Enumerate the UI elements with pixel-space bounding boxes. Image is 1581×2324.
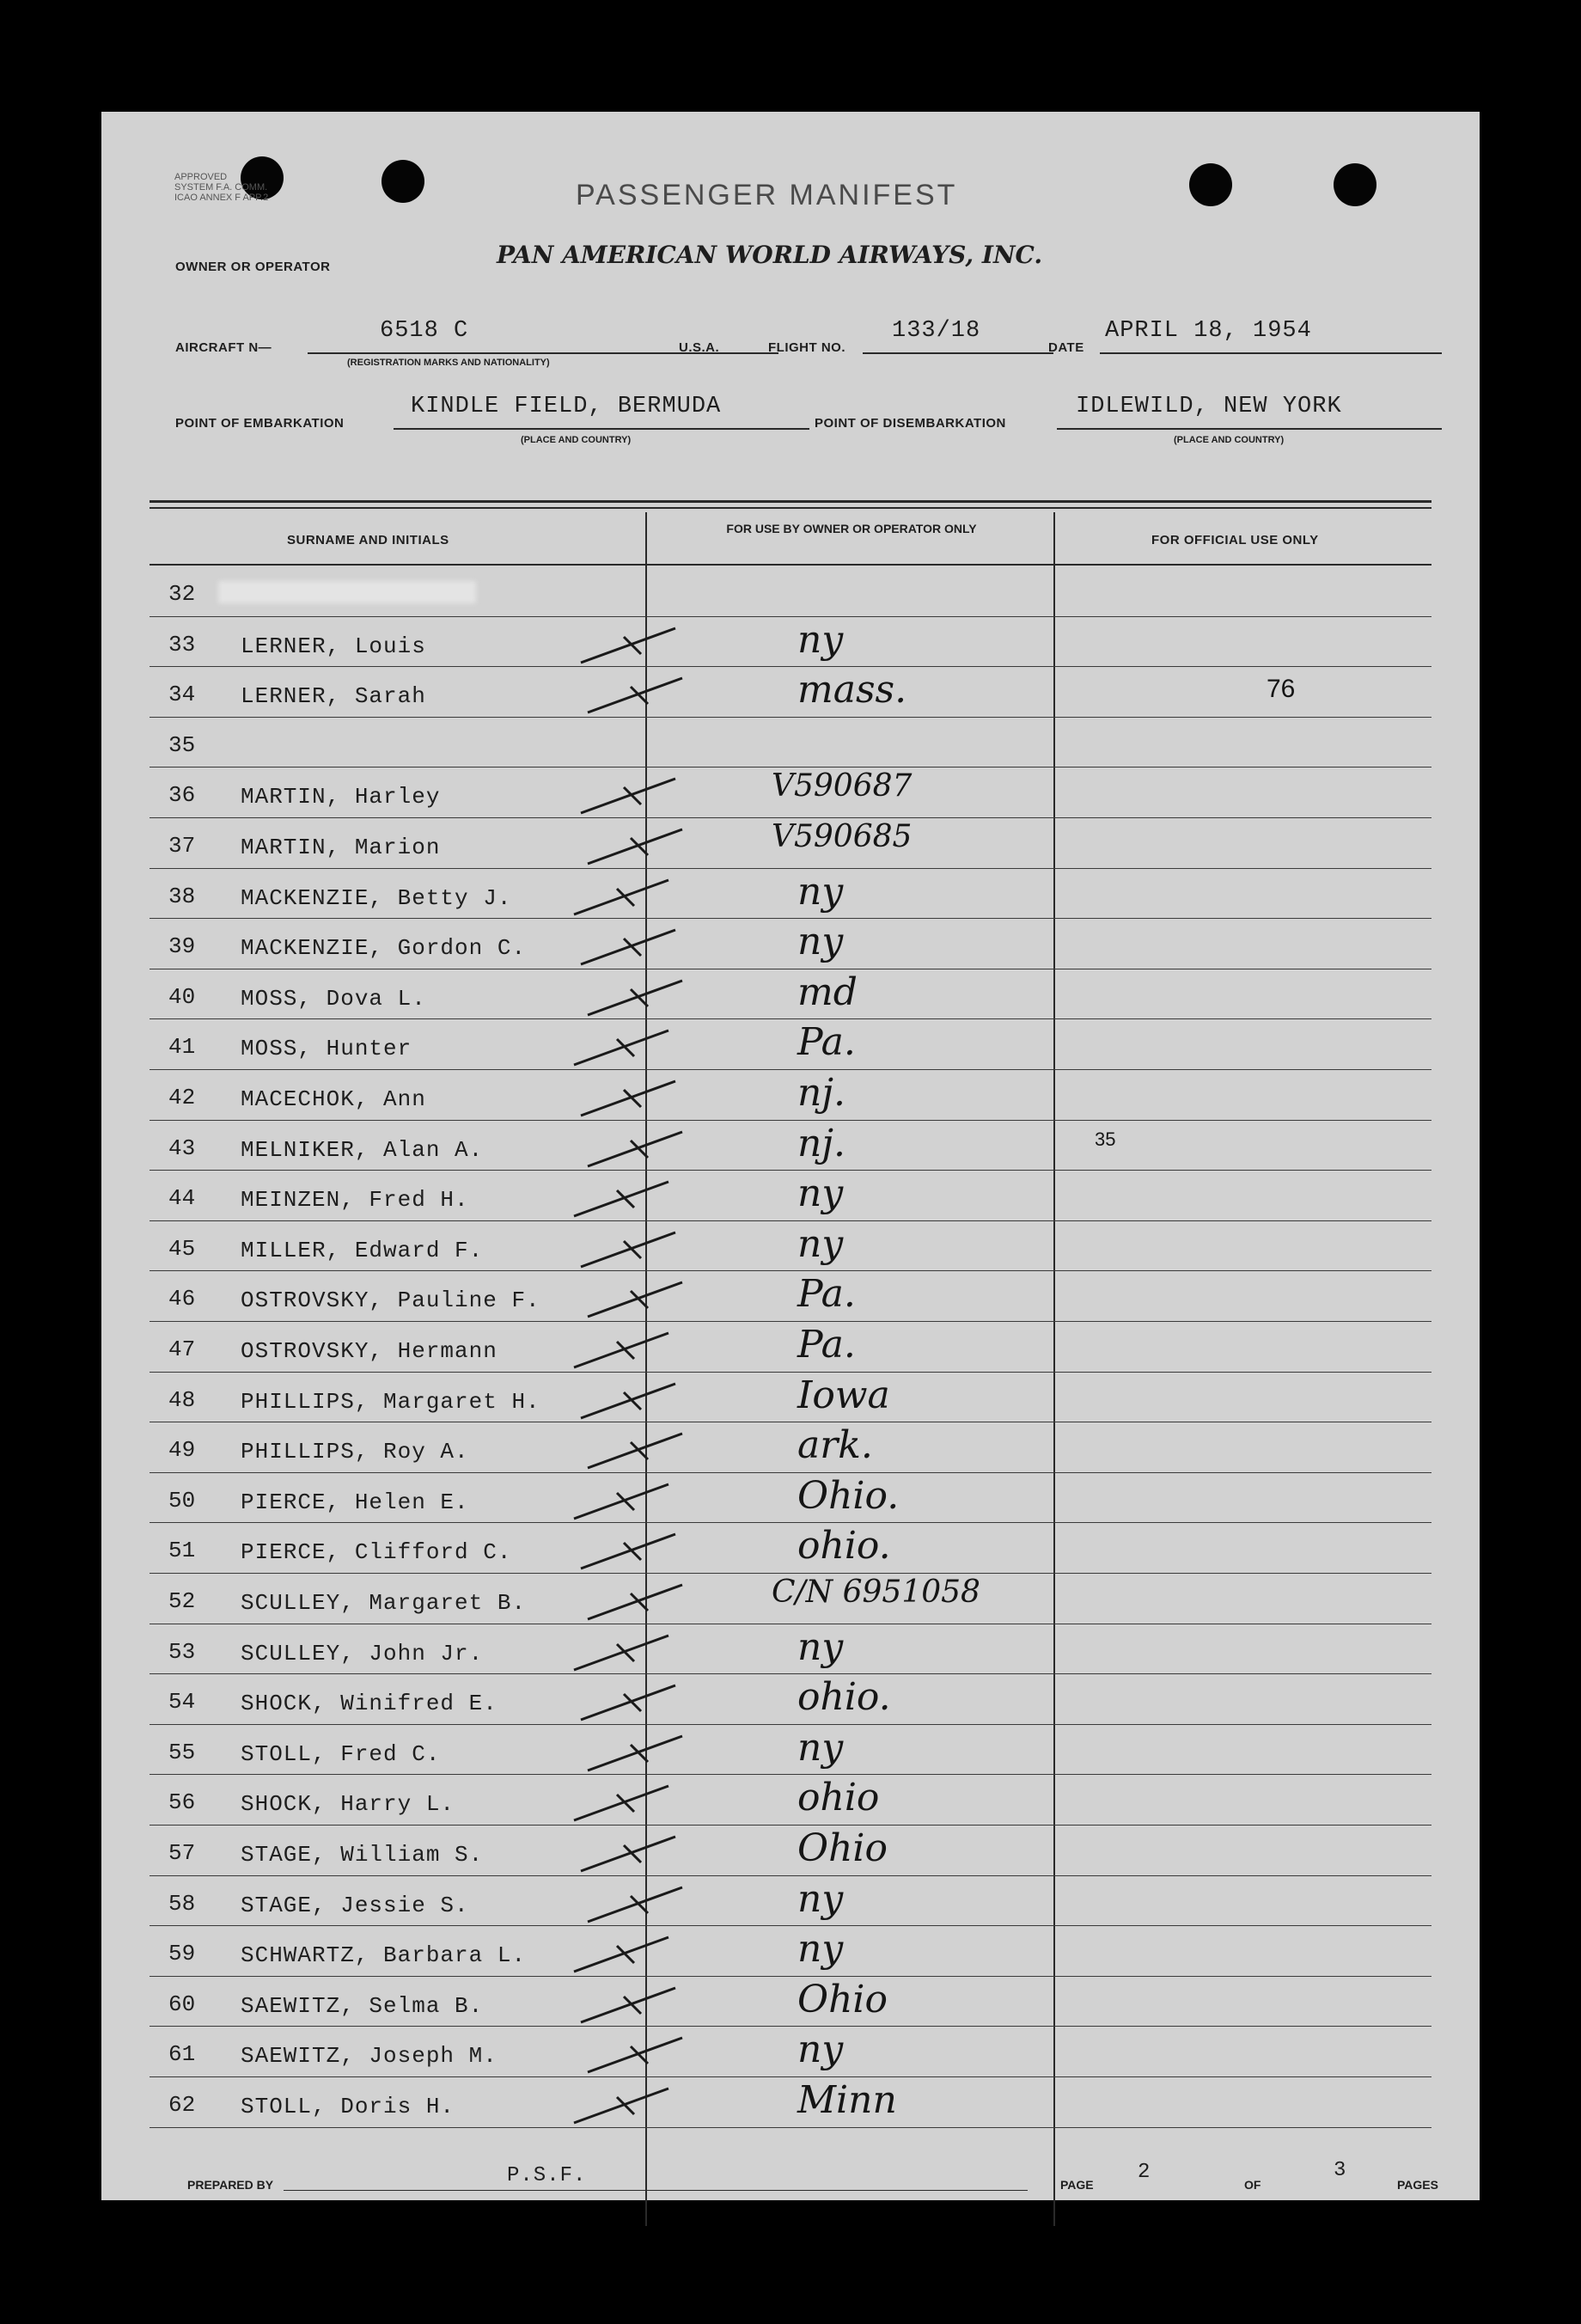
check-mark-icon	[565, 1173, 694, 1225]
check-mark-icon	[565, 2080, 694, 2131]
row-rule	[150, 1673, 1431, 1674]
row-number: 42	[168, 1085, 196, 1110]
row-rule	[150, 666, 1431, 667]
row-number: 49	[168, 1437, 196, 1464]
date-underline	[1100, 352, 1442, 354]
row-number: 48	[168, 1386, 196, 1413]
passenger-name: MILLER, Edward F.	[241, 1237, 484, 1263]
disembark-place-note: (PLACE AND COUNTRY)	[1174, 435, 1285, 445]
owner-name: PAN AMERICAN WORLD AIRWAYS, INC.	[497, 241, 1043, 269]
table-top-rule	[150, 500, 1431, 503]
registration-note: (REGISTRATION MARKS AND NATIONALITY)	[347, 358, 550, 368]
check-mark-icon	[565, 872, 694, 923]
row-number: 50	[168, 1487, 196, 1514]
row-number: 38	[168, 883, 196, 909]
row-number: 43	[168, 1134, 196, 1161]
operator-note: nj.	[797, 1071, 845, 1115]
aircraft-label: AIRCRAFT N—	[175, 340, 272, 355]
row-rule	[150, 1120, 1431, 1121]
passenger-name: MACKENZIE, Gordon C.	[241, 935, 527, 962]
check-mark-icon	[572, 1224, 701, 1275]
punch-hole	[1189, 163, 1232, 206]
row-rule	[150, 1875, 1431, 1876]
row-number: 40	[168, 983, 196, 1010]
passenger-name: MELNIKER, Alan A.	[241, 1136, 484, 1163]
passenger-name: SAEWITZ, Joseph M.	[241, 2043, 497, 2070]
operator-note: Iowa	[797, 1373, 890, 1417]
row-number: 58	[168, 1890, 196, 1917]
passenger-name: SHOCK, Winifred E.	[241, 1691, 497, 1717]
row-number: 55	[168, 1739, 196, 1765]
row-number: 45	[168, 1235, 196, 1262]
passenger-name: LERNER, Sarah	[241, 683, 426, 710]
operator-note: ny	[797, 920, 844, 964]
check-mark-icon	[572, 1828, 701, 1880]
check-mark-icon	[565, 1324, 694, 1376]
row-rule	[150, 616, 1431, 617]
passenger-name: MOSS, Hunter	[241, 1036, 412, 1062]
passenger-name: OSTROVSKY, Pauline F.	[241, 1287, 540, 1314]
row-number: 37	[168, 833, 196, 859]
owner-label: OWNER OR OPERATOR	[175, 260, 331, 274]
passenger-name: SHOCK, Harry L.	[241, 1791, 455, 1818]
flight-underline	[863, 352, 1053, 354]
operator-note: ny	[797, 1624, 844, 1669]
operator-note: ohio	[797, 1776, 880, 1820]
operator-note: Pa.	[797, 1323, 856, 1367]
passenger-name: LERNER, Louis	[241, 633, 426, 659]
page-label: PAGE	[1060, 2178, 1094, 2192]
operator-note: Ohio	[797, 1977, 888, 2021]
official-note: 35	[1095, 1128, 1116, 1150]
operator-note: nj.	[797, 1121, 845, 1165]
row-number: 46	[168, 1286, 196, 1312]
check-mark-icon	[579, 1576, 708, 1628]
row-number: 56	[168, 1789, 196, 1816]
operator-note: ohio.	[797, 1524, 891, 1569]
row-rule	[150, 1018, 1431, 1019]
passenger-name: MEINZEN, Fred H.	[241, 1187, 469, 1214]
date-label: DATE	[1048, 340, 1084, 355]
row-number: 54	[168, 1689, 196, 1715]
aircraft-value: 6518 C	[380, 318, 469, 344]
col-surname-header: SURNAME AND INITIALS	[287, 533, 449, 547]
row-rule	[150, 1925, 1431, 1926]
operator-note: ark.	[797, 1423, 873, 1468]
row-rule	[150, 1522, 1431, 1523]
passenger-name: MOSS, Dova L.	[241, 985, 426, 1012]
check-mark-icon	[572, 1677, 701, 1728]
check-mark-icon	[572, 1526, 701, 1577]
passenger-name: STOLL, Doris H.	[241, 2094, 455, 2119]
passenger-name: SCULLEY, John Jr.	[241, 1640, 484, 1667]
operator-note: Pa.	[797, 1272, 856, 1317]
date-value: APRIL 18, 1954	[1105, 318, 1312, 344]
usa-label: U.S.A.	[679, 340, 720, 355]
row-number: 47	[168, 1336, 196, 1362]
check-mark-icon	[579, 1123, 708, 1175]
passenger-name: SCULLEY, Margaret B.	[241, 1590, 527, 1616]
operator-note: mass.	[797, 668, 907, 712]
passenger-name: STOLL, Fred C.	[241, 1740, 441, 1767]
check-mark-icon	[572, 770, 701, 822]
flight-label: FLIGHT NO.	[768, 340, 845, 355]
operator-note: Ohio.	[797, 1473, 900, 1518]
official-note: 76	[1267, 675, 1296, 704]
row-number: 34	[168, 682, 196, 708]
of-label: OF	[1244, 2178, 1261, 2192]
row-rule	[150, 1573, 1431, 1574]
row-rule	[150, 2127, 1431, 2128]
row-rule	[150, 717, 1431, 718]
pages-label: PAGES	[1397, 2178, 1438, 2192]
row-rule	[150, 1321, 1431, 1322]
check-mark-icon	[565, 1929, 694, 1980]
passenger-name: MARTIN, Harley	[241, 784, 441, 810]
embark-value: KINDLE FIELD, BERMUDA	[411, 394, 722, 419]
operator-note: V590685	[772, 819, 913, 854]
row-rule	[150, 2026, 1431, 2027]
row-number: 36	[168, 782, 196, 809]
operator-note: Ohio	[797, 1826, 888, 1870]
row-number: 52	[168, 1588, 196, 1614]
check-mark-icon	[579, 670, 708, 721]
row-rule	[150, 868, 1431, 869]
row-rule	[150, 1825, 1431, 1826]
row-number: 61	[168, 2041, 196, 2068]
passenger-name: PIERCE, Clifford C.	[241, 1539, 512, 1566]
operator-note: md	[797, 969, 858, 1014]
row-rule	[150, 1372, 1431, 1373]
row-rule	[150, 1069, 1431, 1070]
prepared-label: PREPARED BY	[187, 2178, 274, 2192]
check-mark-icon	[565, 1022, 694, 1073]
operator-note: ny	[797, 617, 844, 662]
redacted-name	[218, 581, 476, 603]
disembark-underline	[1057, 428, 1442, 430]
operator-note: Pa.	[797, 1020, 856, 1065]
row-number: 32	[168, 581, 196, 607]
row-number: 60	[168, 1991, 196, 2017]
check-mark-icon	[579, 1425, 708, 1477]
check-mark-icon	[579, 1274, 708, 1325]
passenger-name: PHILLIPS, Margaret H.	[241, 1388, 540, 1415]
row-rule	[150, 1976, 1431, 1977]
check-mark-icon	[572, 1375, 701, 1427]
row-number: 35	[168, 731, 196, 758]
passenger-name: STAGE, William S.	[241, 1842, 484, 1868]
passenger-name: SCHWARTZ, Barbara L.	[241, 1942, 527, 1969]
row-rule	[150, 1774, 1431, 1775]
passenger-name: PIERCE, Helen E.	[241, 1489, 469, 1515]
check-mark-icon	[572, 1979, 701, 2031]
row-number: 59	[168, 1941, 196, 1967]
passenger-name: OSTROVSKY, Hermann	[241, 1338, 497, 1364]
prepared-value: P.S.F.	[507, 2164, 587, 2187]
check-mark-icon	[565, 1627, 694, 1679]
row-number: 41	[168, 1034, 196, 1061]
check-mark-icon	[579, 1879, 708, 1930]
punch-hole	[382, 160, 424, 203]
check-mark-icon	[572, 1073, 701, 1124]
row-rule	[150, 1220, 1431, 1221]
manifest-sheet	[101, 112, 1480, 2200]
passenger-name: STAGE, Jessie S.	[241, 1892, 469, 1918]
row-rule	[150, 817, 1431, 818]
flight-value: 133/18	[892, 318, 981, 344]
row-rule	[150, 1472, 1431, 1473]
operator-note: ny	[797, 2027, 844, 2072]
col-operator-header: FOR USE BY OWNER OR OPERATOR ONLY	[726, 522, 977, 535]
punch-hole	[1334, 163, 1377, 206]
operator-note: ny	[797, 869, 844, 914]
pages-value: 3	[1334, 2159, 1347, 2182]
row-number: 33	[168, 631, 196, 657]
row-rule	[150, 918, 1431, 919]
disembark-label: POINT OF DISEMBARKATION	[815, 416, 1006, 431]
passenger-name: MACKENZIE, Betty J.	[241, 884, 512, 911]
operator-note: C/N 6951058	[772, 1575, 980, 1610]
row-rule	[150, 2076, 1431, 2077]
row-number: 51	[168, 1538, 196, 1564]
check-mark-icon	[579, 821, 708, 872]
operator-note: ny	[797, 1221, 844, 1266]
check-mark-icon	[565, 1777, 694, 1829]
check-mark-icon	[579, 1728, 708, 1779]
operator-note: ohio.	[797, 1675, 891, 1720]
disembark-value: IDLEWILD, NEW YORK	[1076, 394, 1342, 419]
operator-note: ny	[797, 1171, 844, 1216]
col-official-header: FOR OFFICIAL USE ONLY	[1151, 533, 1319, 547]
row-number: 53	[168, 1638, 196, 1665]
row-rule	[150, 1724, 1431, 1725]
check-mark-icon	[579, 972, 708, 1024]
embark-label: POINT OF EMBARKATION	[175, 416, 345, 431]
row-number: 39	[168, 933, 196, 960]
operator-note: ny	[797, 1725, 844, 1770]
prepared-underline	[284, 2190, 1028, 2191]
operator-note: Minn	[797, 2078, 897, 2122]
row-rule	[150, 1270, 1431, 1271]
passenger-name: SAEWITZ, Selma B.	[241, 1992, 484, 2019]
table-top-rule-2	[150, 507, 1431, 509]
row-rule	[150, 767, 1431, 768]
operator-note: ny	[797, 1927, 844, 1972]
operator-note: V590687	[772, 768, 913, 804]
check-mark-icon	[572, 620, 701, 671]
page-title: PASSENGER MANIFEST	[576, 179, 958, 211]
column-divider-2	[1053, 512, 1055, 2226]
passenger-name: MACECHOK, Ann	[241, 1086, 426, 1112]
row-number: 62	[168, 2092, 196, 2118]
operator-note: ny	[797, 1876, 844, 1921]
passenger-name: PHILLIPS, Roy A.	[241, 1439, 469, 1465]
passenger-name: MARTIN, Marion	[241, 835, 441, 860]
row-rule	[150, 1170, 1431, 1171]
check-mark-icon	[579, 2029, 708, 2081]
row-number: 44	[168, 1185, 196, 1212]
approval-stamp: APPROVED SYSTEM F.A. COMM. ICAO ANNEX F APP.2	[174, 172, 269, 203]
embark-place-note: (PLACE AND COUNTRY)	[521, 435, 632, 445]
embark-underline	[394, 428, 809, 430]
header-rule	[150, 564, 1431, 566]
page-value: 2	[1138, 2161, 1151, 2184]
row-number: 57	[168, 1840, 196, 1866]
check-mark-icon	[572, 921, 701, 973]
check-mark-icon	[565, 1476, 694, 1527]
